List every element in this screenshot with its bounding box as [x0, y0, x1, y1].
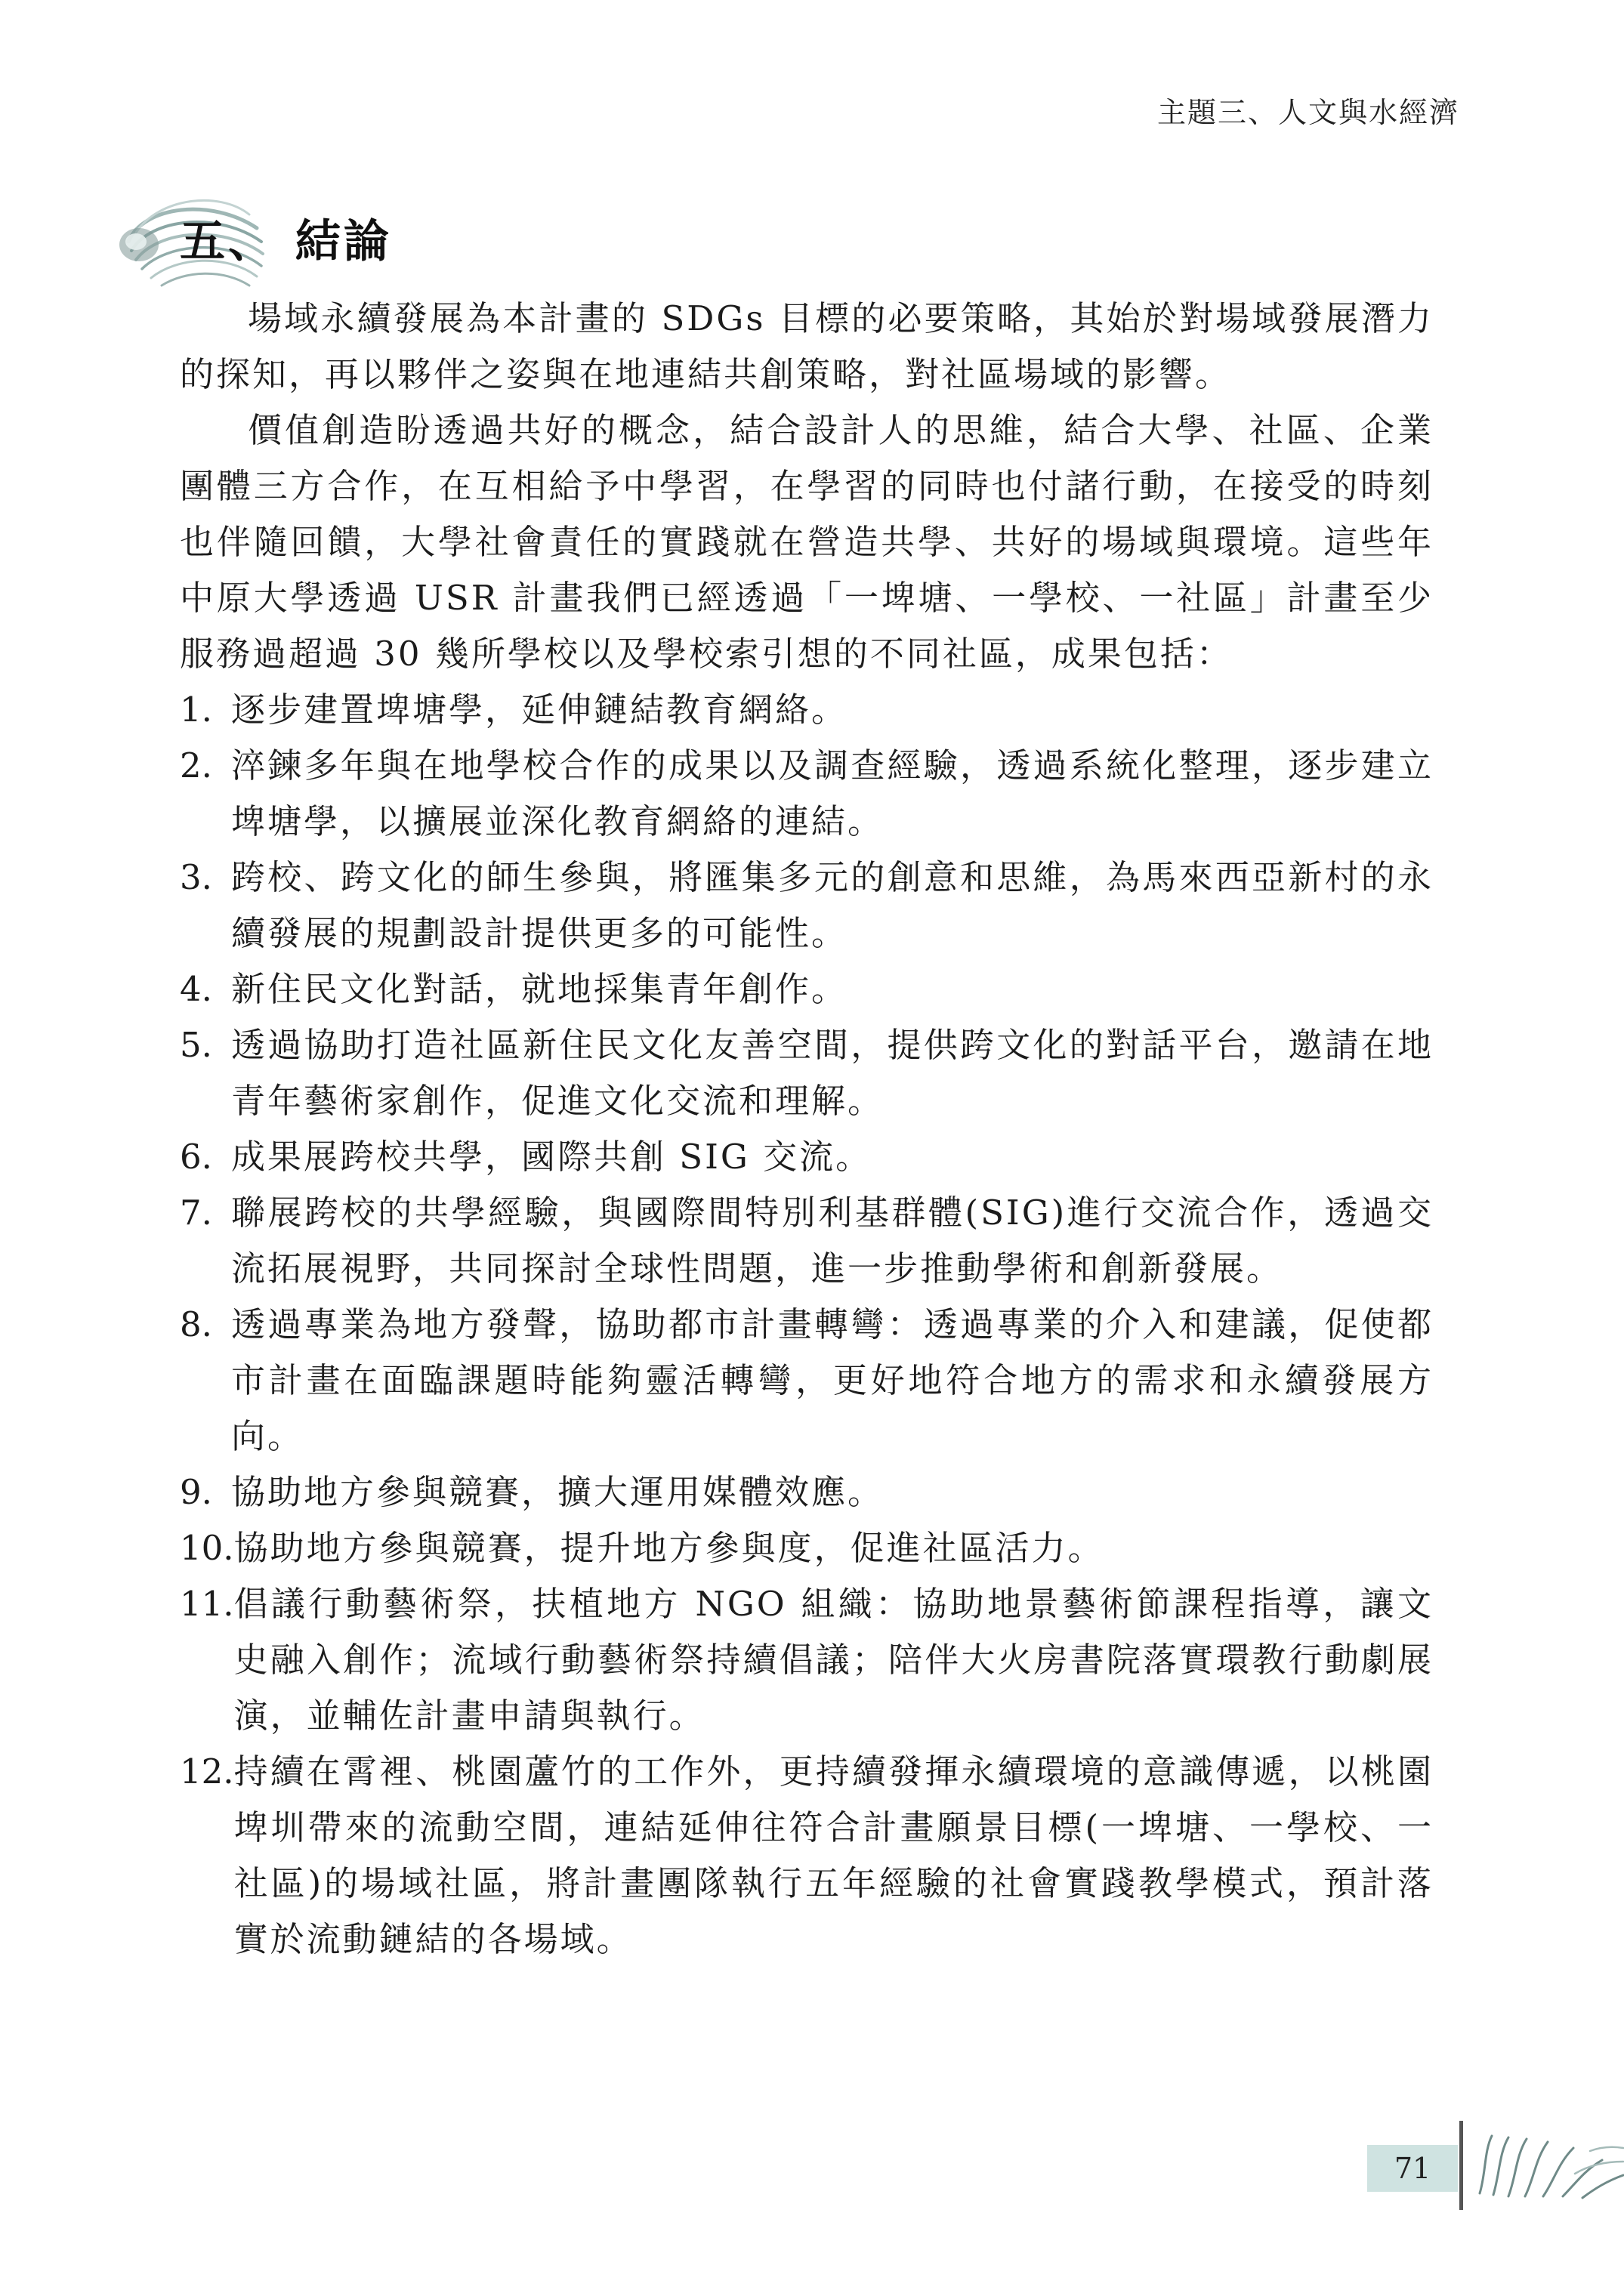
list-item-number: 11.	[180, 1584, 234, 1624]
list-item-text: 協助地方參與競賽，提升地方參與度，促進社區活力。	[233, 1528, 1104, 1568]
section-heading: 結論	[295, 215, 392, 268]
results-list	[180, 682, 1434, 1967]
list-item-text: 聯展跨校的共學經驗，與國際間特別利基群體(SIG)進行交流合作，透過交流拓展視野，共同探討全球性問題，進一步推動學術和創新發展。	[231, 1193, 1434, 1288]
wave-lines-icon	[1469, 2128, 1624, 2204]
list-item-text: 透過專業為地方發聲，協助都市計畫轉彎：透過專業的介入和建議，促使都市計畫在面臨課題時能夠靈活轉彎，更好地符合地方的需求和永續發展方向。	[231, 1304, 1434, 1456]
list-item-text: 新住民文化對話，就地採集青年創作。	[231, 969, 848, 1009]
paragraph-value: 價值創造盼透過共好的概念，結合設計人的思維，結合大學、社區、企業團體三方合作，在互相給予中學習，在學習的同時也付諸行動，在接受的時刻也伴隨回饋，大學社會責任的實踐就在營造共學、共好的場域與環境。這些年中原大學透過 USR 計畫我們已經透過「一埤塘、一學校、一社區」計畫至少服務過超過 30 幾所學校以及學校索引想的不同社區，成果包括：	[180, 410, 1434, 674]
list-item-text: 跨校、跨文化的師生參與，將匯集多元的創意和思維，為馬來西亞新村的永續發展的規劃設計提供更多的可能性。	[231, 857, 1434, 953]
list-item	[180, 1520, 1434, 1576]
list-item-number: 9.	[180, 1472, 212, 1512]
list-item-number: 3.	[180, 857, 212, 897]
list-item	[180, 1464, 1434, 1520]
list-item-number: 4.	[180, 969, 212, 1009]
list-item-number: 10.	[180, 1528, 234, 1568]
page-divider	[1459, 2121, 1463, 2210]
list-item-text: 持續在霄裡、桃園蘆竹的工作外，更持續發揮永續環境的意識傳遞，以桃園埤圳帶來的流動空間，連結延伸往符合計畫願景目標(一埤塘、一學校、一社區)的場域社區，將計畫團隊執行五年經驗的社會實踐教學模式，預計落實於流動鏈結的各場域。	[233, 1751, 1434, 1959]
list-item	[180, 1129, 1434, 1185]
list-item-number: 1.	[180, 690, 212, 730]
list-item-text: 逐步建置埤塘學，延伸鏈結教育網絡。	[231, 690, 848, 730]
list-item-number: 2.	[180, 745, 212, 785]
body-text	[180, 291, 1434, 1967]
running-header: 主題三、人文與水經濟	[1156, 96, 1459, 129]
list-item	[180, 682, 1434, 738]
list-item	[180, 961, 1434, 1017]
list-item-text: 透過協助打造社區新住民文化友善空間，提供跨文化的對話平台，邀請在地青年藝術家創作，促進文化交流和理解。	[231, 1025, 1434, 1121]
list-item	[180, 1576, 1434, 1744]
list-item-number: 7.	[180, 1193, 212, 1233]
section-number: 五、	[180, 215, 276, 268]
list-item	[180, 1744, 1434, 1967]
list-item	[180, 738, 1434, 850]
page-number: 71	[1394, 2152, 1431, 2185]
paragraph-intro: 場域永續發展為本計畫的 SDGs 目標的必要策略，其始於對場域發展潛力的探知，再以夥伴之姿與在地連結共創策略，對社區場域的影響。	[180, 298, 1434, 394]
list-item-text: 成果展跨校共學，國際共創 SIG 交流。	[231, 1137, 872, 1177]
list-item-number: 6.	[180, 1137, 212, 1177]
list-item	[180, 1017, 1434, 1129]
list-item-text: 協助地方參與競賽，擴大運用媒體效應。	[231, 1472, 885, 1512]
list-item-number: 8.	[180, 1304, 212, 1344]
list-item	[180, 1185, 1434, 1297]
list-item-text: 倡議行動藝術祭，扶植地方 NGO 組織：協助地景藝術節課程指導，讓文史融入創作；流域行動藝術祭持續倡議；陪伴大火房書院落實環教行動劇展演，並輔佐計畫申請與執行。	[233, 1584, 1434, 1736]
list-item-number: 12.	[180, 1751, 234, 1792]
list-item-text: 淬鍊多年與在地學校合作的成果以及調查經驗，透過系統化整理，逐步建立埤塘學，以擴展並深化教育網絡的連結。	[231, 745, 1434, 841]
section-title	[180, 205, 392, 270]
list-item-number: 5.	[180, 1025, 212, 1065]
list-item	[180, 1297, 1434, 1464]
list-item	[180, 850, 1434, 961]
